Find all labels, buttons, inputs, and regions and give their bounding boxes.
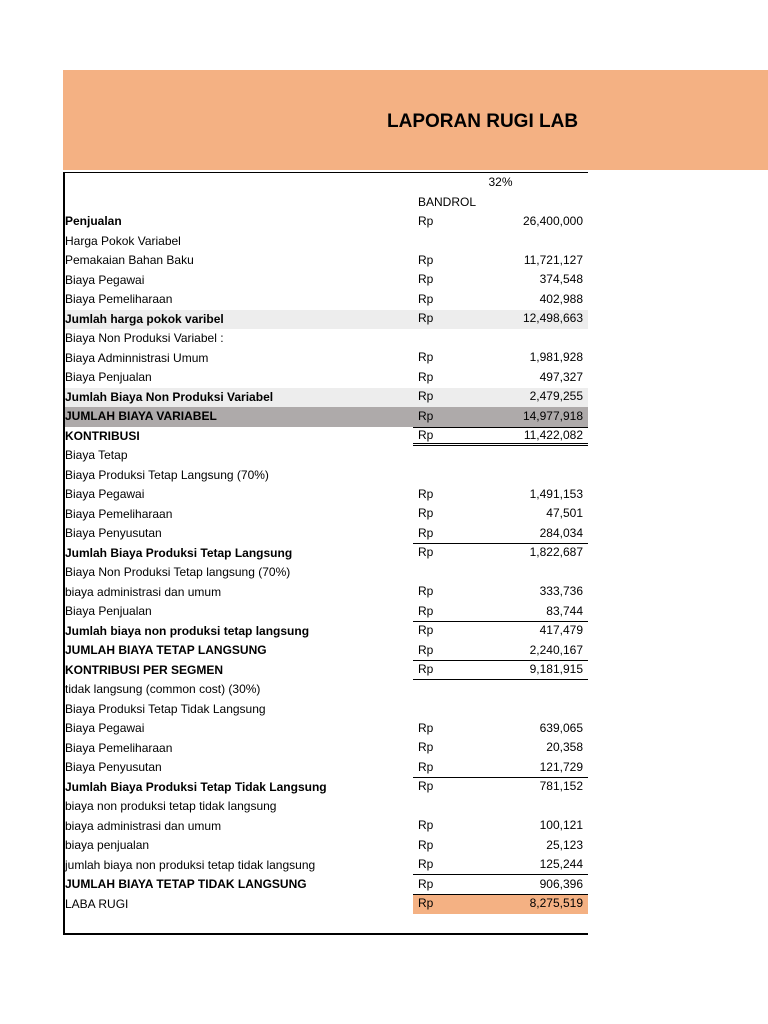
row-label: JUMLAH BIAYA TETAP LANGSUNG <box>65 643 267 657</box>
table-row <box>65 758 588 778</box>
table-row <box>65 583 588 603</box>
amount-cell <box>413 388 588 408</box>
table-row <box>65 271 588 291</box>
column-header-bandrol: BANDROL <box>418 194 477 209</box>
amount-cell <box>413 544 588 564</box>
row-amount: 1,981,928 <box>529 350 583 364</box>
column-header-row <box>65 193 588 213</box>
amount-cell <box>413 602 588 622</box>
row-amount: 906,396 <box>539 876 583 891</box>
row-label: Biaya Tetap <box>65 448 128 462</box>
row-currency: Rp <box>418 720 434 735</box>
row-amount: 402,988 <box>539 291 583 306</box>
row-currency: Rp <box>418 740 434 754</box>
amount-cell <box>413 427 588 447</box>
row-currency: Rp <box>418 389 434 403</box>
net-profit-row <box>65 895 588 915</box>
segment-contribution-row <box>65 661 588 681</box>
report-title: LAPORAN RUGI LAB <box>387 111 579 132</box>
row-amount: 83,744 <box>546 603 583 618</box>
table-row <box>65 212 588 232</box>
row-currency: Rp <box>418 837 434 852</box>
row-currency: Rp <box>418 623 434 637</box>
row-label: biaya non produksi tetap tidak langsung <box>65 799 277 813</box>
amount-cell <box>413 778 588 798</box>
amount-cell <box>413 524 588 544</box>
row-amount: 20,358 <box>546 740 583 754</box>
total-row <box>65 875 588 895</box>
row-label: KONTRIBUSI <box>65 428 140 443</box>
row-label: LABA RUGI <box>65 896 129 911</box>
row-currency: Rp <box>418 818 434 832</box>
row-amount: 11,422,082 <box>523 428 583 442</box>
row-amount: 121,729 <box>539 759 583 774</box>
amount-cell <box>413 271 588 291</box>
row-label: Biaya Non Produksi Tetap langsung (70%) <box>65 565 291 579</box>
row-label: Harga Pokok Variabel <box>65 233 181 248</box>
amount-cell <box>413 583 588 603</box>
row-currency: Rp <box>418 545 434 559</box>
amount-cell <box>413 622 588 642</box>
row-label: Jumlah Biaya Non Produksi Variabel <box>65 389 274 404</box>
section-heading-row <box>65 700 588 720</box>
row-amount: 1,822,687 <box>529 545 583 559</box>
row-currency: Rp <box>418 603 434 618</box>
subtotal-row <box>65 856 588 876</box>
amount-cell <box>413 856 588 876</box>
row-currency: Rp <box>418 506 434 520</box>
subtotal-row <box>65 778 588 798</box>
row-amount: 100,121 <box>539 818 583 832</box>
row-amount: 14,977,918 <box>522 408 583 423</box>
row-label: Jumlah biaya non produksi tetap langsung <box>65 623 310 638</box>
subtotal-row <box>65 544 588 564</box>
row-amount: 1,491,153 <box>529 486 583 501</box>
row-currency: Rp <box>418 369 434 384</box>
table-row <box>65 719 588 739</box>
table-row <box>65 290 588 310</box>
row-currency: Rp <box>418 311 434 325</box>
table-row <box>65 524 588 544</box>
section-heading-row <box>65 466 588 486</box>
row-amount: 2,479,255 <box>529 389 583 403</box>
amount-cell <box>413 407 588 427</box>
amount-cell <box>413 817 588 837</box>
row-currency: Rp <box>418 876 434 891</box>
amount-cell <box>413 349 588 369</box>
row-label: biaya administrasi dan umum <box>65 584 222 599</box>
amount-cell <box>413 310 588 330</box>
table-row <box>65 368 588 388</box>
row-label: Biaya Pegawai <box>65 272 145 287</box>
amount-cell <box>413 290 588 310</box>
row-currency: Rp <box>418 486 434 501</box>
table-row <box>65 739 588 759</box>
row-amount: 497,327 <box>539 369 583 384</box>
row-currency: Rp <box>418 525 434 540</box>
table-row <box>65 485 588 505</box>
table-row <box>65 602 588 622</box>
amount-cell <box>413 875 588 895</box>
row-amount: 47,501 <box>546 506 583 520</box>
section-heading-row <box>65 797 588 817</box>
row-currency: Rp <box>418 291 434 306</box>
row-currency: Rp <box>418 272 434 286</box>
table-row <box>65 505 588 525</box>
row-label: JUMLAH BIAYA VARIABEL <box>65 409 217 423</box>
amount-cell <box>413 739 588 759</box>
row-label: tidak langsung (common cost) (30%) <box>65 682 261 696</box>
table-row <box>65 349 588 369</box>
contribution-row <box>65 427 588 447</box>
row-label: biaya administrasi dan umum <box>65 818 222 833</box>
row-amount: 12,498,663 <box>522 311 583 325</box>
row-label: Biaya Pemeliharaan <box>65 740 173 755</box>
row-amount: 25,123 <box>546 837 583 852</box>
table-row <box>65 817 588 837</box>
row-label: jumlah biaya non produksi tetap tidak langsung <box>65 857 316 872</box>
row-label: Biaya Produksi Tetap Tidak Langsung <box>65 701 266 716</box>
row-amount: 333,736 <box>539 584 583 598</box>
row-currency: Rp <box>418 896 434 910</box>
net-profit-amount-cell <box>413 895 588 915</box>
amount-cell <box>413 836 588 856</box>
row-label: Biaya Pegawai <box>65 721 145 735</box>
row-label: Biaya Penjualan <box>65 604 152 618</box>
row-currency: Rp <box>418 252 434 267</box>
row-label: Jumlah Biaya Produksi Tetap Tidak Langsung <box>65 779 327 794</box>
amount-cell <box>413 368 588 388</box>
row-currency: Rp <box>418 857 434 871</box>
section-heading-row <box>65 329 588 349</box>
row-label: Jumlah Biaya Produksi Tetap Langsung <box>65 545 293 560</box>
row-label: Biaya Pemeliharaan <box>65 506 173 521</box>
row-label: Biaya Penyusutan <box>65 526 162 540</box>
row-label: Biaya Non Produksi Variabel : <box>65 331 224 345</box>
amount-cell <box>413 758 588 778</box>
row-currency: Rp <box>418 584 434 598</box>
row-currency: Rp <box>418 779 434 793</box>
amount-cell <box>413 251 588 271</box>
row-label: Biaya Produksi Tetap Langsung (70%) <box>65 467 269 482</box>
amount-cell <box>413 661 588 681</box>
row-currency: Rp <box>418 213 434 228</box>
row-label: Biaya Penyusutan <box>65 760 162 774</box>
row-amount: 639,065 <box>539 720 583 735</box>
row-amount: 2,240,167 <box>529 642 583 657</box>
row-amount: 284,034 <box>539 525 583 540</box>
percent-row <box>65 173 588 193</box>
row-amount: 11,721,127 <box>523 252 583 267</box>
row-amount: 8,275,519 <box>529 896 583 910</box>
row-label: JUMLAH BIAYA TETAP TIDAK LANGSUNG <box>65 877 307 891</box>
row-amount: 26,400,000 <box>522 213 583 228</box>
row-label: Penjualan <box>65 214 122 228</box>
section-heading-row <box>65 446 588 466</box>
row-label: Jumlah harga pokok varibel <box>65 311 224 326</box>
report-title-container <box>387 109 588 135</box>
amount-cell <box>413 505 588 525</box>
percent-label: 32% <box>488 175 513 189</box>
row-currency: Rp <box>418 642 434 657</box>
table-row <box>65 836 588 856</box>
row-currency: Rp <box>418 350 434 364</box>
row-currency: Rp <box>418 662 434 676</box>
subtotal-row <box>65 622 588 642</box>
amount-cell <box>413 719 588 739</box>
row-label: KONTRIBUSI PER SEGMEN <box>65 662 224 677</box>
row-label: Biaya Adminnistrasi Umum <box>65 350 209 365</box>
profit-loss-table <box>63 172 588 935</box>
amount-cell <box>413 485 588 505</box>
row-label: biaya penjualan <box>65 838 150 852</box>
total-row <box>65 407 588 427</box>
subtotal-row <box>65 310 588 330</box>
total-row <box>65 641 588 661</box>
section-heading-row <box>65 680 588 700</box>
row-amount: 781,152 <box>539 779 583 793</box>
row-label: Biaya Pegawai <box>65 487 145 501</box>
row-label: Biaya Penjualan <box>65 370 152 384</box>
row-amount: 125,244 <box>539 857 583 871</box>
row-currency: Rp <box>418 428 434 442</box>
amount-cell <box>413 641 588 661</box>
row-label: Biaya Pemeliharaan <box>65 292 173 306</box>
row-amount: 417,479 <box>539 623 583 637</box>
row-amount: 9,181,915 <box>529 662 583 676</box>
section-heading-row <box>65 232 588 252</box>
row-label: Pemakaian Bahan Baku <box>65 253 194 267</box>
row-currency: Rp <box>418 408 434 423</box>
table-row <box>65 251 588 271</box>
amount-cell <box>413 212 588 232</box>
row-currency: Rp <box>418 759 434 774</box>
row-amount: 374,548 <box>539 272 583 286</box>
section-heading-row <box>65 563 588 583</box>
subtotal-row <box>65 388 588 408</box>
